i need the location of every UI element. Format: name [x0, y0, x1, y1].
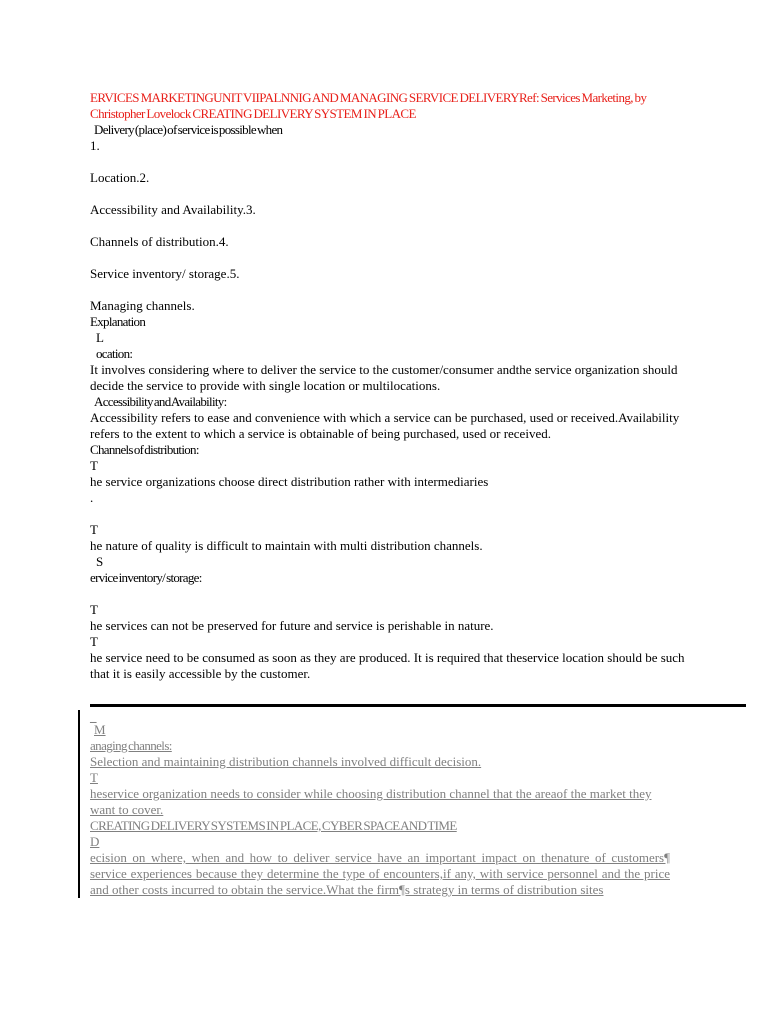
location-heading: ocation: [96, 346, 133, 361]
channels-heading: Channels of distribution: [90, 442, 199, 457]
explanation-heading: Explanation [90, 314, 146, 329]
list-item-managing: Managing channels. [90, 298, 195, 313]
linked-line-3[interactable]: ecision on where, when and how to deliver service have an important impact on thenature of customers¶ service experiences because they determine the type of encounters,if any, with service personnel and the price and other costs incurred to obtain the service.What the firm¶s strategy in terms of distribution sites [90, 850, 670, 897]
inventory-dropcap-1: T [90, 602, 98, 617]
list-item-channels: Channels of distribution.4. [90, 234, 229, 249]
location-dropcap: L [96, 330, 104, 345]
channels-dropcap-1: T [90, 458, 98, 473]
list-item-location: Location.2. [90, 170, 150, 185]
inventory-dropcap: S [96, 554, 104, 569]
access-heading: Accessibility and Availability: [94, 394, 227, 409]
channels-dot: . [90, 490, 94, 505]
list-item-accessibility: Accessibility and Availability.3. [90, 202, 256, 217]
horizontal-divider [90, 704, 746, 707]
list-item-inventory: Service inventory/ storage.5. [90, 266, 240, 281]
linked-dropcap-t: T [90, 770, 98, 785]
access-body: Accessibility refers to ease and convenience with which a service can be purchased, used or received.Availability refers to the extent to which a service is obtainable of being purchased, used or received. [90, 410, 680, 441]
managing-channels-heading: anaging channels: [90, 738, 172, 753]
inventory-body-1: he services can not be preserved for future and service is perishable in nature. [90, 618, 494, 633]
intro-text: Delivery (place) of service is possible when [94, 122, 283, 137]
inventory-heading: ervice inventory/ storage: [90, 570, 202, 585]
linked-dropcap-m: M [94, 722, 106, 737]
location-body: It involves considering where to deliver the service to the customer/consumer andthe service organization should decide the service to provide with single location or multilocations. [90, 362, 678, 393]
list-number-1: 1. [90, 138, 100, 153]
channels-body-2: he nature of quality is difficult to maintain with multi distribution channels. [90, 538, 483, 553]
change-bar [78, 710, 80, 898]
linked-dropcap-d: D [90, 834, 100, 849]
inventory-dropcap-2: T [90, 634, 98, 649]
linked-line-1[interactable]: Selection and maintaining distribution channels involved difficult decision. [90, 754, 482, 769]
inventory-body-2: he service need to be consumed as soon as they are produced. It is required that theservice location should be such that it is easily accessible by the customer. [90, 650, 685, 681]
linked-mark: _ [90, 709, 97, 724]
document-title: ERVICES MARKETINGUNIT VIIPALNNIG AND MANAGING SERVICE DELIVERYRef: Services Marketing, by Christopher Lovelock CREATING DELIVERY SYSTEM IN PLACE [90, 90, 647, 121]
linked-line-2[interactable]: heservice organization needs to consider while choosing distribution channel that the areaof the market they want to cover. [90, 786, 652, 817]
linked-section [90, 709, 670, 898]
channels-body-1: he service organizations choose direct distribution rather with intermediaries [90, 474, 489, 489]
creating-delivery-heading[interactable]: CREATING DELIVERY SYSTEMS IN PLACE, CYBER SPACE AND TIME [90, 818, 457, 833]
document-body [90, 90, 690, 682]
channels-dropcap-2: T [90, 522, 98, 537]
